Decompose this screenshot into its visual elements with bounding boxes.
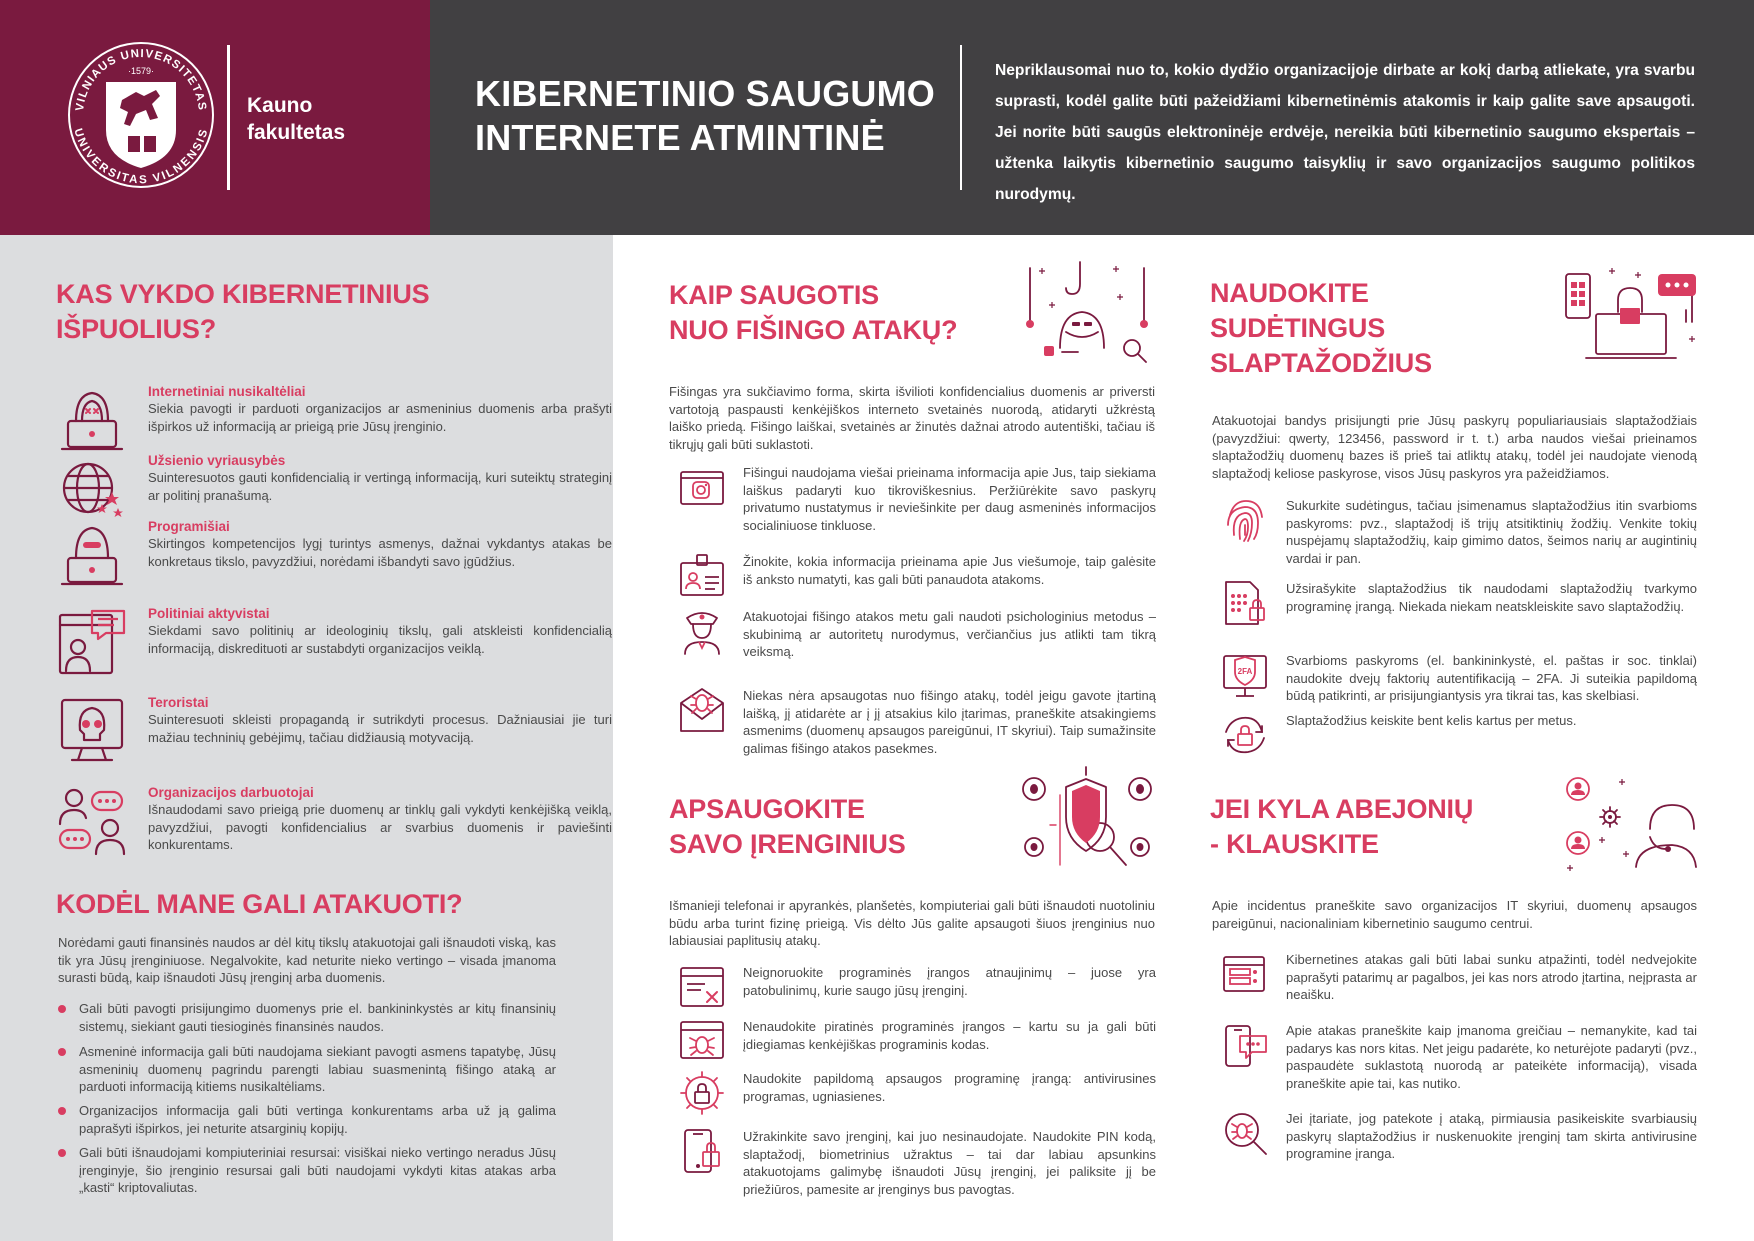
svg-text:·1579·: ·1579·: [127, 66, 155, 76]
faculty-line-2: fakultetas: [247, 121, 346, 144]
hooded-hacker-laptop-icon: [56, 383, 128, 455]
hacker-laptop-icon: [56, 518, 128, 590]
support-headset-icon: [1562, 775, 1700, 875]
passwords-title-line-2: SUDĖTINGUS: [1210, 313, 1386, 343]
passwords-tip-text: Slaptažodžius keiskite bent kelis kartus per metus.: [1286, 713, 1577, 728]
antivirus-lock-icon: [679, 1070, 725, 1116]
bullet-dot: [58, 1149, 66, 1157]
svg-text:VILNIAUS UNIVERSITETAS: VILNIAUS UNIVERSITETAS: [74, 47, 208, 112]
phishing-intro-text: Fišingas yra sukčiavimo forma, skirta išvilioti konfidencialius duomenis ar priversti vartotoją paspausti kenkėjiškos interneto svetainės nuorodą, atidaryti užkrėstą laiško priedą. Fišingo laiškai, svetainės ar žinutės dažnai atrodo autentiški, tačiau iš tikrųjų gali būti suklastoti.: [669, 384, 1155, 452]
why-intro-text: Norėdami gauti finansinės naudos ar dėl kitų tikslų atakuotojai gali išnaudoti viską, kas tik yra Jūsų įrenginiuose. Negalvokite, kad neturite nieko vertingo – visada įmanoma surasti būdą, kaip išnaudoti Jūsų įrenginį arba duomenis.: [58, 935, 556, 985]
officer-icon: [679, 608, 725, 654]
passwords-title-line-3: SLAPTAŽODŽIUS: [1210, 348, 1432, 378]
devices-section-title: [669, 792, 1009, 862]
intro-text: Nepriklausomai nuo to, kokio dydžio organizacijoje dirbate ar kokį darbą atliekate, yra svarbu suprasti, kodėl galite būti pažeidžiami kibernetinėmis atakomis ir kaip galite save apsaugoti. Jei norite būti saugūs elektroninėje erdvėje, nereikia būti kibernetinio saugumo ekspertais – užtenka laikytis kibernetinio saugumo taisyklių ir savo organizacijos saugumo politikos nurodymų.: [995, 62, 1695, 203]
ask-tip-text: Jei įtariate, jog patekote į ataką, pirmiausia pasikeiskite svarbiausių paskyrų slaptažodžius ir nuskenuokite įrenginį tam skirta antivirusine programine įranga.: [1286, 1111, 1697, 1161]
attacker-name: Teroristai: [148, 695, 209, 710]
phishing-tip-text: Žinokite, kokia informacija prieinama apie Jus viešumoje, taip galėsite iš anksto numatyti, kas gali būti panaudota atakoms.: [743, 554, 1156, 587]
two-factor-shield-icon: [1222, 652, 1268, 698]
password-manager-icon: [1222, 580, 1268, 626]
bullet-text: Asmeninė informacija gali būti naudojama siekiant pavogti asmens tapatybę, Jūsų asmeninių duomenų pagrindu parengti labiau suasmenintą fišingo ataką ar parduoti informaciją kitiems nusikaltėliams.: [79, 1044, 556, 1094]
attacker-name: Politiniai aktyvistai: [148, 606, 270, 621]
laptop-lock-devices-icon: [1562, 262, 1700, 362]
bug-magnifier-icon: [1222, 1110, 1268, 1156]
phishing-section-title: [669, 278, 1029, 348]
bullet-dot: [58, 1005, 66, 1013]
attacker-description: Siekia pavogti ir parduoti organizacijos ar asmeninius duomenis arba prašyti išpirkos už informaciją ar prieigą prie Jūsų įrenginio.: [148, 401, 612, 434]
bullet-text: Organizacijos informacija gali būti vertinga konkurentams arba už ją galima paprašyti išpirkos, jei neturite atsarginių kopijų.: [79, 1103, 556, 1136]
passwords-section-title: [1210, 276, 1510, 381]
why-section-title: KODĖL MANE GALI ATAKUOTI?: [56, 889, 463, 919]
bullet-text: Gali būti pavogti prisijungimo duomenys prie el. bankininkystės ar kitų finansinių sistemų, siekiant gauti tiesioginės finansinės naudos.: [79, 1001, 556, 1034]
page-title-line-2: INTERNETE ATMINTINĖ: [475, 117, 885, 158]
ask-intro-text: Apie incidentus praneškite savo organizacijos IT skyriui, duomenų apsaugos pareigūnui, nacionaliniam kibernetinio saugumo centrui.: [1212, 898, 1697, 931]
ask-title-line-1: JEI KYLA ABEJONIŲ: [1210, 794, 1474, 824]
shield-magnifier-bugs-icon: [1020, 775, 1155, 875]
who-title-line-1: KAS VYKDO KIBERNETINIUS: [56, 279, 430, 309]
passwords-tip-text: Sukurkite sudėtingus, tačiau įsimenamus slaptažodžius itin svarbioms paskyroms: pvz., slaptažodį iš trijų atsitiktinių žodžių. Venkite tokių nuspėjamų slaptažodžių, kaip gimimo datos, šeimos narių ar augintinių vardai ir pan.: [1286, 498, 1697, 566]
social-profile-icon: [679, 464, 725, 510]
devices-tip-text: Nenaudokite piratinės programinės įrangos – kartu su ja gali būti įdiegiamas kenkėjiškas programinis kodas.: [743, 1019, 1156, 1052]
passwords-tip-text: Svarbioms paskyroms (el. bankininkystė, el. paštas ir soc. tinklai) naudokite dvejų faktorių autentifikaciją – 2FA. Ji suteikia papildomą būdą patikrinti, ar prisijungiantysis yra tikrai tas, kas skelbiasi.: [1286, 653, 1697, 703]
who-title-line-2: IŠPUOLIUS?: [56, 314, 217, 344]
header-divider: [960, 45, 962, 190]
attacker-description: Suinteresuoti skleisti propagandą ir sutrikdyti procesus. Dažniausiai jie turi mažiau techninių gebėjimų, tačiau didžiausią motyvaciją.: [148, 712, 612, 745]
attacker-description: Skirtingos kompetencijos lygį turintys asmenys, dažnai vykdantys atakas be konkretaus tikslo, pavyzdžiui, norėdami išbandyti savo įgūdžius.: [148, 536, 612, 569]
university-seal-logo: [66, 40, 216, 190]
devices-tip-text: Naudokite papildomą apsaugos programinę įrangą: antivirusines programas, ugniasienes.: [743, 1071, 1156, 1104]
skull-monitor-icon: [56, 694, 128, 766]
devices-intro-text: Išmanieji telefonai ir apyrankės, planšetės, kompiuteriai gali būti išnaudoti nuotoliniu būdu arba turint fizinę prieigą. Vis dėlto Jūs galite apsaugoti šiuos įrenginius nuo labiausiai paplitusių atakų.: [669, 898, 1155, 948]
attacker-name: Programišiai: [148, 519, 230, 534]
bug-envelope-icon: [679, 687, 725, 733]
page-title-line-1: KIBERNETINIO SAUGUMO: [475, 73, 936, 114]
devices-tip-text: Užrakinkite savo įrenginį, kai juo nesinaudojate. Naudokite PIN kodą, slaptažodį, biometrinius užraktus – tai dar labiau apsunkins atakuotojams galimybę išnaudoti Jūsų įrenginį, jei paliksite jį be priežiūros, pamesite ar įrenginys bus pavogtas.: [743, 1129, 1156, 1197]
attacker-description: Suinteresuotos gauti konfidencialią ir vertingą informaciją, kuri suteiktų strateginį ar politinį pranašumą.: [148, 470, 612, 503]
globe-stars-icon: [56, 452, 128, 524]
attacker-name: Organizacijos darbuotojai: [148, 785, 314, 800]
ask-title-line-2: - KLAUSKITE: [1210, 829, 1379, 859]
phishing-title-line-2: NUO FIŠINGO ATAKŲ?: [669, 315, 958, 345]
update-window-icon: [679, 964, 725, 1010]
phishing-tip-text: Atakuotojai fišingo atakos metu gali naudoti psichologinius metodus – skubinimą ar autoritetų nurodymus, verčiančius jus atlikti tam tikrą veiksmą.: [743, 609, 1156, 659]
passwords-title-line-1: NAUDOKITE: [1210, 278, 1369, 308]
passwords-tip-text: Užsirašykite slaptažodžius tik naudodami slaptažodžių tvarkymo programinę įrangą. Niekada niekam neatskleiskite savo slaptažodžių.: [1286, 581, 1697, 614]
devices-tip-text: Neignoruokite programinės įrangos atnaujinimų – juose yra patobulinimų, kurie saugo jūsų įrenginį.: [743, 965, 1156, 998]
attacker-name: Internetiniai nusikaltėliai: [148, 384, 306, 399]
attacker-description: Išnaudodami savo prieigą prie duomenų ar tinklų gali vykdyti kenkėjišką veiklą, pavyzdžiui, pavogti konfidencialius ar svarbius duomenis ir paviešinti konkurentams.: [148, 802, 612, 852]
header-banner: [0, 0, 1754, 235]
bullet-text: Gali būti išnaudojami kompiuteriniai resursai: visiškai nieko vertingo neradus Jūsų įrenginyje, šio įrenginio resursai gali būti naudojami vykdyti kitas atakas arba „kasti“ kriptovaliutas.: [79, 1145, 556, 1195]
people-chat-icon: [56, 784, 128, 856]
id-card-icon: [679, 553, 725, 599]
two-factor-badge: 2FA: [1237, 667, 1253, 676]
pirate-bug-window-icon: [679, 1018, 725, 1064]
refresh-lock-icon: [1222, 712, 1268, 758]
ask-section-title: [1210, 792, 1530, 862]
bullet-dot: [58, 1048, 66, 1056]
devices-title-line-1: APSAUGOKITE: [669, 794, 865, 824]
fingerprint-icon: [1222, 497, 1268, 543]
brand-block: [0, 0, 430, 235]
ask-tip-text: Kibernetines atakas gali būti labai sunku atpažinti, todėl nedvejokite paprašyti patarimų ar pagalbos, jei kas nors atrodo įtartina, neįprasta ar neaišku.: [1286, 952, 1697, 1002]
brand-divider: [227, 45, 230, 190]
passwords-intro-text: Atakuotojai bandys prisijungti prie Jūsų paskyrų populiariausiais slaptažodžiais (pavyzdžiui: qwerty, 123456, password ir t. t.) arba naudos viešai prieinamos slaptažodžių duomenų bazes iš prieš tai atliktų atakų, todėl jei naudojate vienodą slaptažodį keliose paskyrose, visos Jūsų paskyros yra pažeidžiamos.: [1212, 413, 1697, 481]
faculty-name: [247, 92, 345, 146]
ask-tip-text: Apie atakas praneškite kaip įmanoma greičiau – nemanykite, kad tai padarys kas nors kitas. Net jeigu padarėte, ko neturėjote padaryti (pvz., paspaudėte suklastotą nuorodą ar pateikėte informaciją), visada praneškite apie tai, kas nutiko.: [1286, 1023, 1697, 1091]
svg-text:UNIVERSITAS VILNENSIS: UNIVERSITAS VILNENSIS: [71, 127, 211, 187]
who-section-title: [56, 277, 576, 347]
attacker-description: Siekdami savo politinių ar ideologinių tikslų, gali atskleisti konfidencialią informaciją, diskredituoti ar sustabdyti organizacijos veiklą.: [148, 623, 612, 656]
activist-speech-icon: [56, 605, 128, 677]
server-alert-icon: [1222, 951, 1268, 997]
page-title: [475, 72, 945, 160]
phishing-tip-text: Fišingui naudojama viešai prieinama informacija apie Jus, taip siekiama laiškus padaryti kuo tikroviškesnius. Peržiūrėkite savo paskyrų privatumo nustatymus ir neviešinkite per daug asmeninės informacijos socialiniuose tinkluose.: [743, 465, 1156, 533]
attacker-name: Užsienio vyriausybės: [148, 453, 286, 468]
faculty-line-1: Kauno: [247, 94, 313, 117]
phishing-tip-text: Niekas nėra apsaugotas nuo fišingo atakų, todėl jeigu gavote įtartiną laišką, jį atidarėte ar į jį atsakius kilo įtarimas, praneškite atsakingiems asmenims (duomenų apsaugos pareigūnui, IT skyriui). Taip sumažinsite galimas fišingo atakos pasekmes.: [743, 688, 1156, 756]
bullet-dot: [58, 1107, 66, 1115]
phishing-title-line-1: KAIP SAUGOTIS: [669, 280, 879, 310]
phishing-hook-hacker-icon: [1020, 262, 1155, 367]
devices-title-line-2: SAVO ĮRENGINIUS: [669, 829, 906, 859]
phone-chat-icon: [1222, 1022, 1268, 1068]
phone-lock-icon: [679, 1128, 725, 1174]
